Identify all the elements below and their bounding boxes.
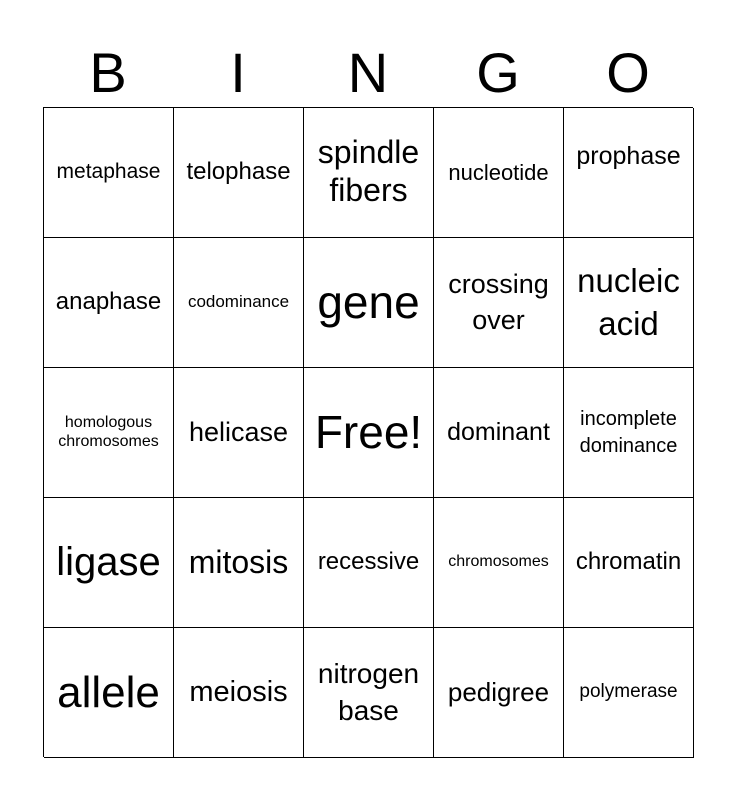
cell-text: recessive — [317, 548, 420, 576]
cell-text: nucleotide — [448, 159, 549, 185]
cell-text: dominant — [447, 417, 550, 446]
cell-text: prophase — [576, 141, 681, 170]
bingo-header — [43, 40, 693, 106]
cell-text: chromosomes — [448, 553, 549, 571]
cell-text: spindle fibers — [317, 133, 420, 208]
bingo-board — [43, 107, 693, 757]
free-space-text: Free! — [314, 406, 423, 459]
cell-text: incomplete dominance — [579, 407, 678, 457]
bingo-cell[interactable] — [44, 628, 174, 758]
bingo-cell[interactable] — [434, 238, 564, 368]
bingo-cell[interactable] — [44, 108, 174, 238]
bingo-cell[interactable] — [564, 108, 694, 238]
header-letter-b: B — [89, 41, 127, 104]
bingo-cell[interactable] — [44, 498, 174, 628]
bingo-cell[interactable] — [174, 238, 304, 368]
bingo-cell[interactable] — [434, 628, 564, 758]
cell-text: telophase — [186, 158, 291, 186]
cell-text: ligase — [56, 539, 161, 584]
header-letter-g: G — [476, 41, 520, 104]
cell-text: polymerase — [579, 681, 678, 703]
cell-text: gene — [317, 276, 420, 329]
bingo-cell[interactable] — [44, 238, 174, 368]
cell-text: chromatin — [575, 548, 682, 576]
bingo-cell[interactable] — [434, 368, 564, 498]
cell-text: nitrogen base — [317, 658, 420, 726]
bingo-cell[interactable] — [174, 108, 304, 238]
bingo-cell[interactable] — [304, 108, 434, 238]
bingo-cell[interactable] — [564, 368, 694, 498]
bingo-cell[interactable] — [304, 238, 434, 368]
cell-text: mitosis — [188, 543, 289, 580]
header-letter-n: N — [347, 41, 389, 104]
cell-text: anaphase — [55, 288, 162, 316]
bingo-cell[interactable] — [434, 498, 564, 628]
cell-text: meiosis — [189, 676, 288, 709]
bingo-cell[interactable] — [564, 238, 694, 368]
bingo-cell[interactable] — [304, 628, 434, 758]
bingo-cell[interactable] — [174, 368, 304, 498]
bingo-cell[interactable] — [304, 498, 434, 628]
bingo-cell[interactable] — [174, 498, 304, 628]
cell-text: allele — [57, 667, 160, 717]
header-letter-i: I — [230, 41, 246, 104]
bingo-cell[interactable] — [564, 498, 694, 628]
bingo-cell[interactable] — [44, 368, 174, 498]
cell-text: homologous chromosomes — [58, 413, 159, 450]
cell-text: metaphase — [56, 160, 161, 184]
bingo-cell[interactable] — [434, 108, 564, 238]
free-space-cell[interactable] — [304, 368, 434, 498]
cell-text: nucleic acid — [577, 261, 680, 342]
bingo-cell[interactable] — [564, 628, 694, 758]
header-letter-o: O — [606, 41, 650, 104]
cell-text: codominance — [187, 292, 290, 312]
cell-text: pedigree — [447, 677, 550, 708]
bingo-cell[interactable] — [174, 628, 304, 758]
cell-text: helicase — [188, 416, 289, 447]
cell-text: crossing over — [448, 269, 549, 335]
